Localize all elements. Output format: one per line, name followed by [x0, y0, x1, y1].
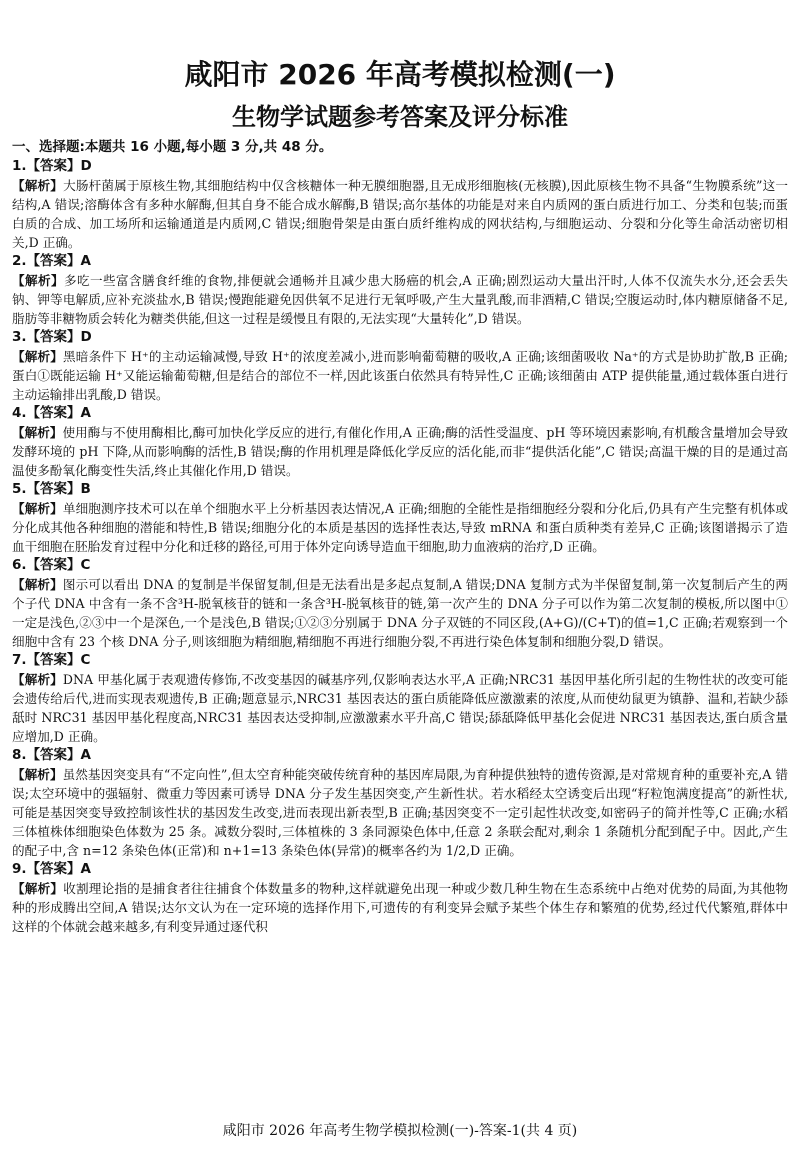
answer-item: [12, 480, 788, 556]
question-number: 8.: [12, 747, 27, 763]
explanation-text: 多吃一些富含膳食纤维的食物,排便就会通畅并且减少患大肠癌的机会,A 正确;剧烈运动大量出汗时,人体不仅流失水分,还会丢失钠、钾等电解质,应补充淡盐水,B 错误;慢跑能避免因供氧不足进行无氧呼吸,产生大量乳酸,而非酒精,C 错误;空腹运动时,体内糖原储备不足,脂肪等非糖物质会转化为糖类供能,但这一过程是缓慢且有限的,无法实现“大量转化”,D 错误。: [12, 273, 789, 326]
explanation: [12, 176, 788, 252]
answer-item: [12, 252, 788, 328]
answer-line: [12, 746, 788, 765]
question-number: 6.: [12, 557, 27, 573]
question-number: 5.: [12, 481, 27, 497]
answer-value: C: [80, 652, 91, 668]
answer-tag: 【答案】: [26, 329, 81, 345]
explanation: [12, 575, 788, 651]
page-footer: 咸阳市 2026 年高考生物学模拟检测(一)-答案-1(共 4 页): [222, 1123, 578, 1139]
answer-tag: 【答案】: [26, 405, 81, 421]
answer-tag: 【答案】: [26, 747, 81, 763]
answer-item: [12, 328, 788, 404]
answer-line: [12, 157, 788, 176]
explanation-tag: 【解析】: [12, 881, 64, 896]
explanation-tag: 【解析】: [12, 501, 63, 516]
explanation-text: 图示可以看出 DNA 的复制是半保留复制,但是无法看出是多起点复制,A 错误;DNA 复制方式为半保留复制,第一次复制后产生的两个子代 DNA 中含有一条不含³H-脱氧核苷的链和一条含³H-脱氧核苷的链,第一次产生的 DNA 分子可以作为第二次复制的模板,所以图中①一定是浅色,②③中一个是深色,一个是浅色,B 错误;①②③分别属于 DNA 分子双链的不同区段,(A+G)/(C+T)的值=1,C 正确;若观察到一个细胞中含有 23 个核 DNA 分子,则该细胞为精细胞,精细胞不再进行细胞分裂,不再进行染色体复制和细胞分裂,D 错误。: [12, 577, 788, 649]
explanation-text: DNA 甲基化属于表观遗传修饰,不改变基因的碱基序列,仅影响表达水平,A 正确;NRC31 基因甲基化所引起的生物性状的改变可能会遗传给后代,进而实现表观遗传,B 正确;题意显示,NRC31 基因表达的蛋白质能降低应激激素的浓度,从而使幼鼠更为镇静、温和,若缺少舔舐时 NRC31 基因甲基化程度高,NRC31 基因表达受抑制,应激激素水平升高,C 错误;舔舐降低甲基化会促进 NRC31 基因表达,蛋白质含量应增加,D 正确。: [12, 672, 789, 744]
explanation-text: 虽然基因突变具有“不定向性”,但太空育种能突破传统育种的基因库局限,为育种提供独特的遗传资源,是对常规育种的重要补充,A 错误;太空环境中的强辐射、微重力等因素可诱导 DNA 分子发生基因突变,产生新性状。若水稻经太空诱变后出现“籽粒饱满度提高”的新性状,可能是基因突变导致控制该性状的基因发生改变,进而表现出新表型,B 正确;基因突变不一定引起性状改变,如密码子的简并性等,C 正确;水稻三体植株体细胞染色体数为 25 条。减数分裂时,三体植株的 3 条同源染色体中,任意 2 条联会配对,剩余 1 条随机分配到配子中。因此,产生的配子中,含 n=12 条染色体(正常)和 n+1=13 条染色体(异常)的概率各约为 1/2,D 正确。: [12, 767, 788, 858]
explanation-text: 收割理论指的是捕食者往往捕食个体数量多的物种,这样就避免出现一种或少数几种生物在生态系统中占绝对优势的局面,为其他物种的形成腾出空间,A 错误;达尔文认为在一定环境的选择作用下,可遗传的有利变异会赋予某些个体生存和繁殖的优势,经过代代繁殖,群体中这样的个体就会越来越多,有利变异通过逐代积: [12, 881, 788, 934]
answer-tag: 【答案】: [26, 652, 81, 668]
explanation: [12, 347, 788, 404]
section-heading: 一、选择题:本题共 16 小题,每小题 3 分,共 48 分。: [12, 139, 333, 155]
answer-list: [12, 157, 788, 936]
explanation-tag: 【解析】: [12, 178, 64, 193]
explanation-text: 大肠杆菌属于原核生物,其细胞结构中仅含核糖体一种无膜细胞器,且无成形细胞核(无核膜),因此原核生物不具备“生物膜系统”这一结构,A 错误;溶酶体含有多种水解酶,但其自身不能合成水解酶,B 错误;高尔基体的功能是对来自内质网的蛋白质进行加工、分类和包装;而蛋白质的合成、加工场所和运输通道是内质网,C 错误;细胞骨架是由蛋白质纤维构成的网状结构,与细胞运动、分裂和分化等生命活动密切相关,D 正确。: [12, 178, 789, 250]
explanation-tag: 【解析】: [12, 672, 63, 687]
explanation-text: 单细胞测序技术可以在单个细胞水平上分析基因表达情况,A 正确;细胞的全能性是指细胞经分裂和分化后,仍具有产生完整有机体或分化成其他各种细胞的潜能和特性,B 错误;细胞分化的本质是基因的选择性表达,导致 mRNA 和蛋白质种类有差异,C 正确;该图谱揭示了造血干细胞在胚胎发育过程中分化和迁移的路径,可用于体外定向诱导造血干细胞,助力血液病的治疗,D 正确。: [12, 501, 788, 554]
page-subtitle: 生物学试题参考答案及评分标准: [232, 103, 568, 131]
question-number: 4.: [12, 405, 27, 421]
explanation: [12, 271, 788, 328]
explanation-tag: 【解析】: [12, 349, 64, 364]
page-title: 咸阳市 2026 年高考模拟检测(一): [184, 58, 616, 91]
answer-value: C: [80, 557, 91, 573]
answer-line: [12, 860, 788, 879]
answer-value: D: [80, 329, 92, 345]
explanation: [12, 499, 788, 556]
explanation-tag: 【解析】: [12, 273, 65, 288]
explanation: [12, 670, 788, 746]
answer-line: [12, 404, 788, 423]
question-number: 9.: [12, 861, 27, 877]
answer-line: [12, 252, 788, 271]
answer-item: [12, 651, 788, 746]
answer-tag: 【答案】: [26, 861, 81, 877]
answer-value: A: [80, 747, 91, 763]
explanation-text: 使用酶与不使用酶相比,酶可加快化学反应的进行,有催化作用,A 正确;酶的活性受温度、pH 等环境因素影响,有机酸含量增加会导致发酵环境的 pH 下降,从而影响酶的活性,B 错误;酶的作用机理是降低化学反应的活化能,而非“提供活化能”,C 错误;高温干燥的目的是通过高温使多酚氧化酶变性失活,终止其催化作用,D 错误。: [12, 425, 789, 478]
answer-tag: 【答案】: [26, 253, 81, 269]
explanation: [12, 423, 788, 480]
answer-item: [12, 746, 788, 860]
answer-line: [12, 328, 788, 347]
question-number: 2.: [12, 253, 27, 269]
explanation-text: 黑暗条件下 H⁺的主动运输减慢,导致 H⁺的浓度差减小,进而影响葡萄糖的吸收,A 正确;该细菌吸收 Na⁺的方式是协助扩散,B 正确;蛋白①既能运输 H⁺又能运输葡萄糖,但是结合的部位不一样,因此该蛋白依然具有特异性,C 正确;该细菌由 ATP 提供能量,通过载体蛋白进行主动运输排出乳酸,D 错误。: [12, 349, 788, 402]
answer-value: A: [80, 253, 91, 269]
question-number: 1.: [12, 158, 27, 174]
answer-line: [12, 651, 788, 670]
answer-value: A: [80, 405, 91, 421]
answer-value: B: [80, 481, 91, 497]
explanation-tag: 【解析】: [12, 425, 63, 440]
answer-tag: 【答案】: [26, 158, 81, 174]
explanation: [12, 765, 788, 860]
answer-tag: 【答案】: [26, 557, 81, 573]
explanation-tag: 【解析】: [12, 767, 63, 782]
answer-line: [12, 480, 788, 499]
explanation-tag: 【解析】: [12, 577, 63, 592]
answer-line: [12, 556, 788, 575]
answer-item: [12, 556, 788, 651]
question-number: 7.: [12, 652, 27, 668]
answer-item: [12, 157, 788, 252]
explanation: [12, 879, 788, 936]
answer-item: [12, 404, 788, 480]
answer-tag: 【答案】: [26, 481, 81, 497]
answer-value: D: [80, 158, 92, 174]
question-number: 3.: [12, 329, 27, 345]
answer-value: A: [80, 861, 91, 877]
answer-item: [12, 860, 788, 936]
